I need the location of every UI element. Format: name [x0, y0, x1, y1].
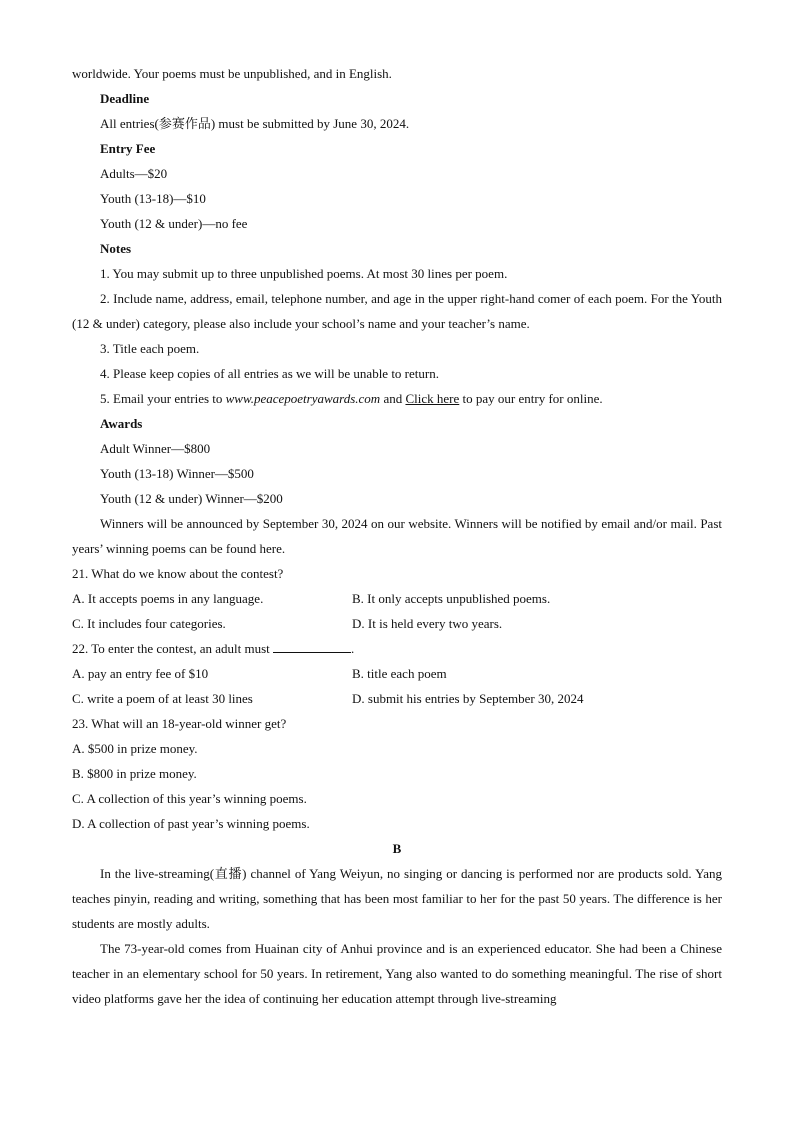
fee-adults: Adults—$20 — [100, 166, 168, 181]
q22-row-2 — [72, 686, 722, 711]
note-3: 3. Title each poem. — [100, 341, 200, 356]
click-here-link[interactable]: Click here — [405, 391, 460, 406]
section-b-paragraph-1: In the live-streaming(直播) channel of Yang Weiyun, no singing or dancing is performed nor are products sold. Yang teaches pinyin, reading and writing, something that has been most familiar to her for the past 50 years. The difference is her students are mostly adults. — [72, 866, 722, 931]
note-5 — [72, 386, 722, 411]
note-5-and: and — [380, 391, 406, 406]
q22-stem — [72, 636, 722, 661]
intro-tail: worldwide. Your poems must be unpublished, and in English. — [72, 66, 392, 81]
notes-heading: Notes — [100, 241, 132, 256]
note-1: 1. You may submit up to three unpublished poems. At most 30 lines per poem. — [100, 266, 508, 281]
q21-row-1 — [72, 586, 722, 611]
section-b-heading: B — [392, 841, 402, 856]
award-adult: Adult Winner—$800 — [100, 441, 211, 456]
award-youth-13-18: Youth (13-18) Winner—$500 — [100, 466, 254, 481]
document-page — [72, 61, 722, 1011]
website-url[interactable]: www.peacepoetryawards.com — [225, 391, 381, 406]
answer-blank — [273, 640, 351, 653]
q22-option-a[interactable]: A. pay an entry fee of $10 — [72, 666, 209, 681]
q21-option-b[interactable]: B. It only accepts unpublished poems. — [352, 591, 551, 606]
winners-paragraph: Winners will be announced by September 30, 2024 on our website. Winners will be notified by email and/or mail. Past years’ winning poems can be found here. — [72, 516, 722, 556]
q21-row-2 — [72, 611, 722, 636]
fee-youth-12-under: Youth (12 & under)—no fee — [100, 216, 248, 231]
q23-option-b[interactable]: B. $800 in prize money. — [72, 766, 197, 781]
note-4: 4. Please keep copies of all entries as we will be unable to return. — [100, 366, 439, 381]
fee-youth-13-18: Youth (13-18)—$10 — [100, 191, 206, 206]
q22-option-c[interactable]: C. write a poem of at least 30 lines — [72, 691, 253, 706]
q23-option-c[interactable]: C. A collection of this year’s winning poems. — [72, 791, 307, 806]
q21-stem: 21. What do we know about the contest? — [72, 566, 284, 581]
q22-row-1 — [72, 661, 722, 686]
q23-option-d[interactable]: D. A collection of past year’s winning poems. — [72, 816, 310, 831]
q21-option-a[interactable]: A. It accepts poems in any language. — [72, 591, 264, 606]
q23-option-a[interactable]: A. $500 in prize money. — [72, 741, 198, 756]
deadline-text: All entries(参赛作品) must be submitted by June 30, 2024. — [100, 116, 410, 131]
note-2: 2. Include name, address, email, telephone number, and age in the upper right-hand comer of each poem. For the Youth (12 & under) category, please also include your school’s name and your teacher’s name. — [72, 291, 722, 331]
q23-stem: 23. What will an 18-year-old winner get? — [72, 716, 287, 731]
note-5-prefix: 5. Email your entries to — [100, 391, 226, 406]
entry-fee-heading: Entry Fee — [100, 141, 156, 156]
awards-heading: Awards — [100, 416, 143, 431]
q22-option-b[interactable]: B. title each poem — [352, 666, 447, 681]
q21-option-c[interactable]: C. It includes four categories. — [72, 616, 226, 631]
q22-stem-text: 22. To enter the contest, an adult must — [72, 641, 274, 656]
note-5-suffix: to pay our entry for online. — [459, 391, 603, 406]
deadline-heading: Deadline — [100, 91, 150, 106]
q22-option-d[interactable]: D. submit his entries by September 30, 2024 — [352, 691, 584, 706]
section-b-paragraph-2: The 73-year-old comes from Huainan city of Anhui province and is an experienced educator. She had been a Chinese teacher in an elementary school for 50 years. In retirement, Yang also wanted to do something meaningful. The rise of short video platforms gave her the idea of continuing her education attempt through live-streaming — [72, 941, 722, 1006]
q22-stem-end: . — [351, 641, 355, 656]
q21-option-d[interactable]: D. It is held every two years. — [352, 616, 503, 631]
award-youth-12-under: Youth (12 & under) Winner—$200 — [100, 491, 283, 506]
